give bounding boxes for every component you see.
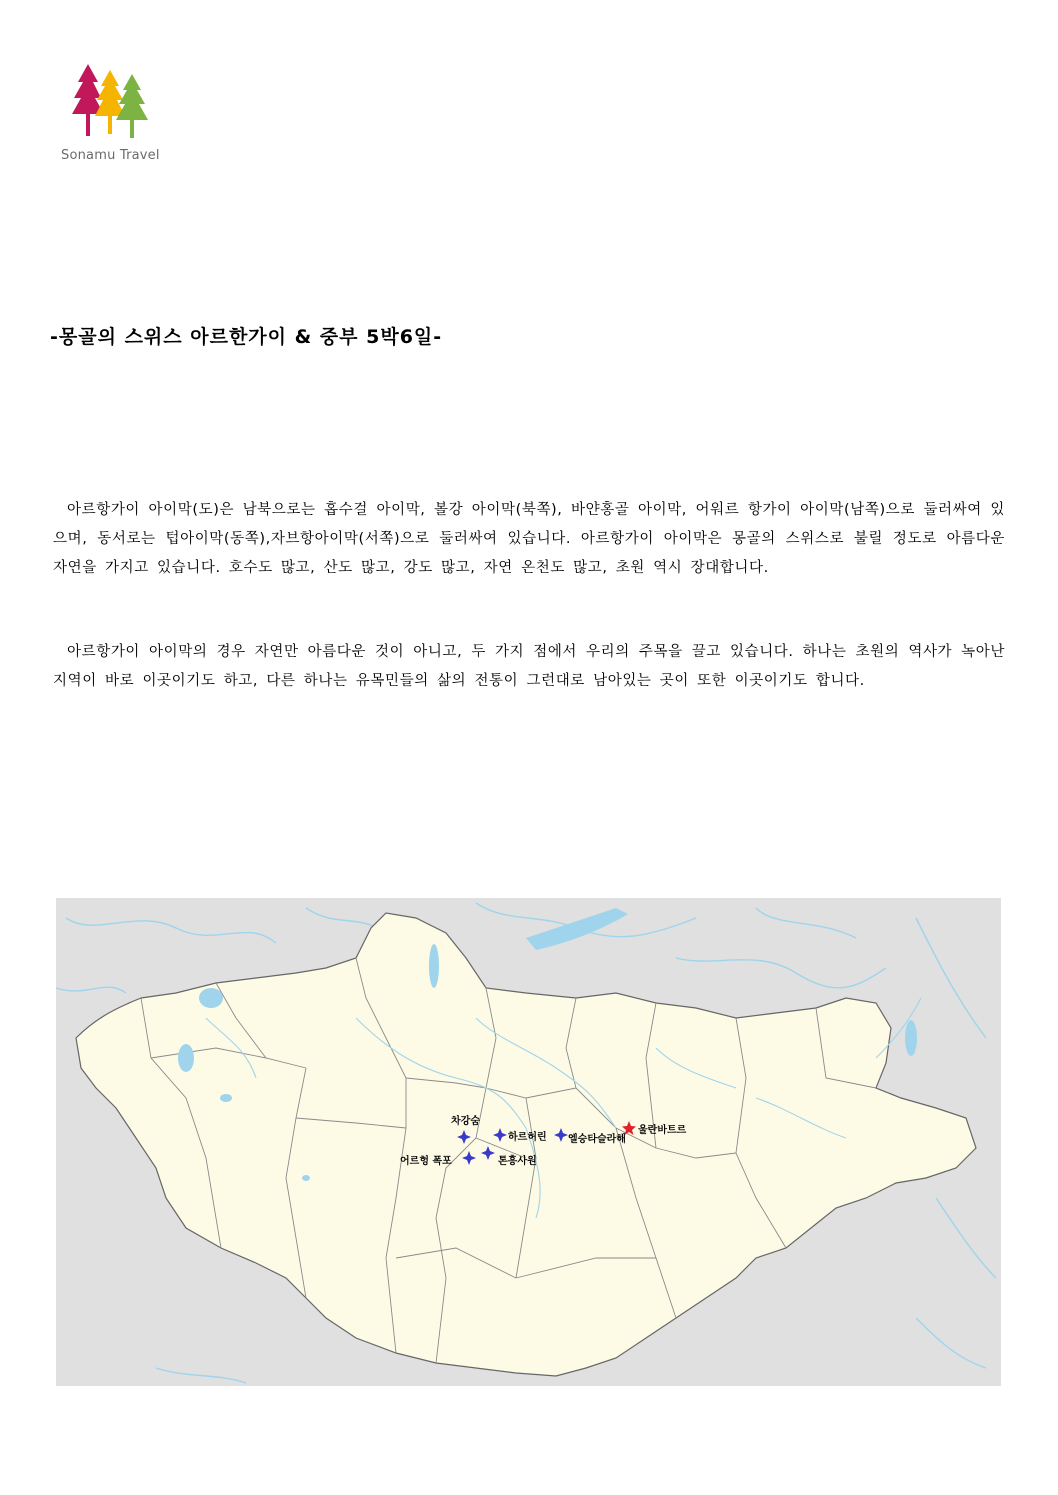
label-kharkhorin: 하르허린 bbox=[508, 1132, 547, 1143]
lake-khar-us bbox=[178, 1044, 194, 1072]
lake-buir bbox=[905, 1020, 917, 1056]
brand-name: Sonamu Travel bbox=[61, 148, 160, 163]
lake-khuvsgul bbox=[429, 944, 439, 988]
label-orkhon-falls: 어르헝 폭포 bbox=[400, 1156, 452, 1167]
history-paragraph: 아르항가이 아이막의 경우 자연만 아름다운 것이 아니고, 두 가지 점에서 우리의 주목을 끌고 있습니다. 하나는 초원의 역사가 녹아난 지역이 바로 이곳이기도 하고, 다른 하나는 유목민들의 삶의 전통이 그런대로 남아있는 곳이 또한 이곳이기도 합니다. bbox=[53, 644, 1005, 689]
label-elsen-tasarkhai: 엘승타슬라해 bbox=[568, 1134, 626, 1145]
lake-small bbox=[302, 1175, 310, 1181]
brand-logo bbox=[58, 60, 168, 170]
map-svg bbox=[56, 898, 1001, 1386]
label-tsagaan-sum: 차강숨 bbox=[451, 1116, 480, 1127]
page-title: -몽골의 스위스 아르한가이 & 중부 5박6일- bbox=[50, 326, 443, 348]
mongolia-map bbox=[56, 898, 1001, 1386]
label-tuvkhun: 톤흥사원 bbox=[498, 1156, 537, 1167]
green-tree-icon bbox=[116, 74, 148, 138]
lake-uvs bbox=[199, 988, 223, 1008]
intro-paragraph: 아르항가이 아이막(도)은 남북으로는 홉수걸 아이막, 볼강 아이막(북쪽), 바얀홍골 아이막, 어워르 항가이 아이막(남쪽)으로 둘러싸여 있으며, 동서로는 텁아이막(동쪽),자브항아이막(서쪽)으로 둘러싸여 있습니다. 아르항가이 아이막은 몽골의 스위스로 불릴 정도로 아름다운 자연을 가지고 있습니다. 호수도 많고, 산도 많고, 강도 많고, 자연 온천도 많고, 초원 역시 장대합니다. bbox=[53, 502, 1005, 576]
label-ulaanbaatar: 울란바트르 bbox=[638, 1125, 687, 1136]
lake-khyargas bbox=[220, 1094, 232, 1102]
tree-logo-icon bbox=[70, 60, 160, 140]
